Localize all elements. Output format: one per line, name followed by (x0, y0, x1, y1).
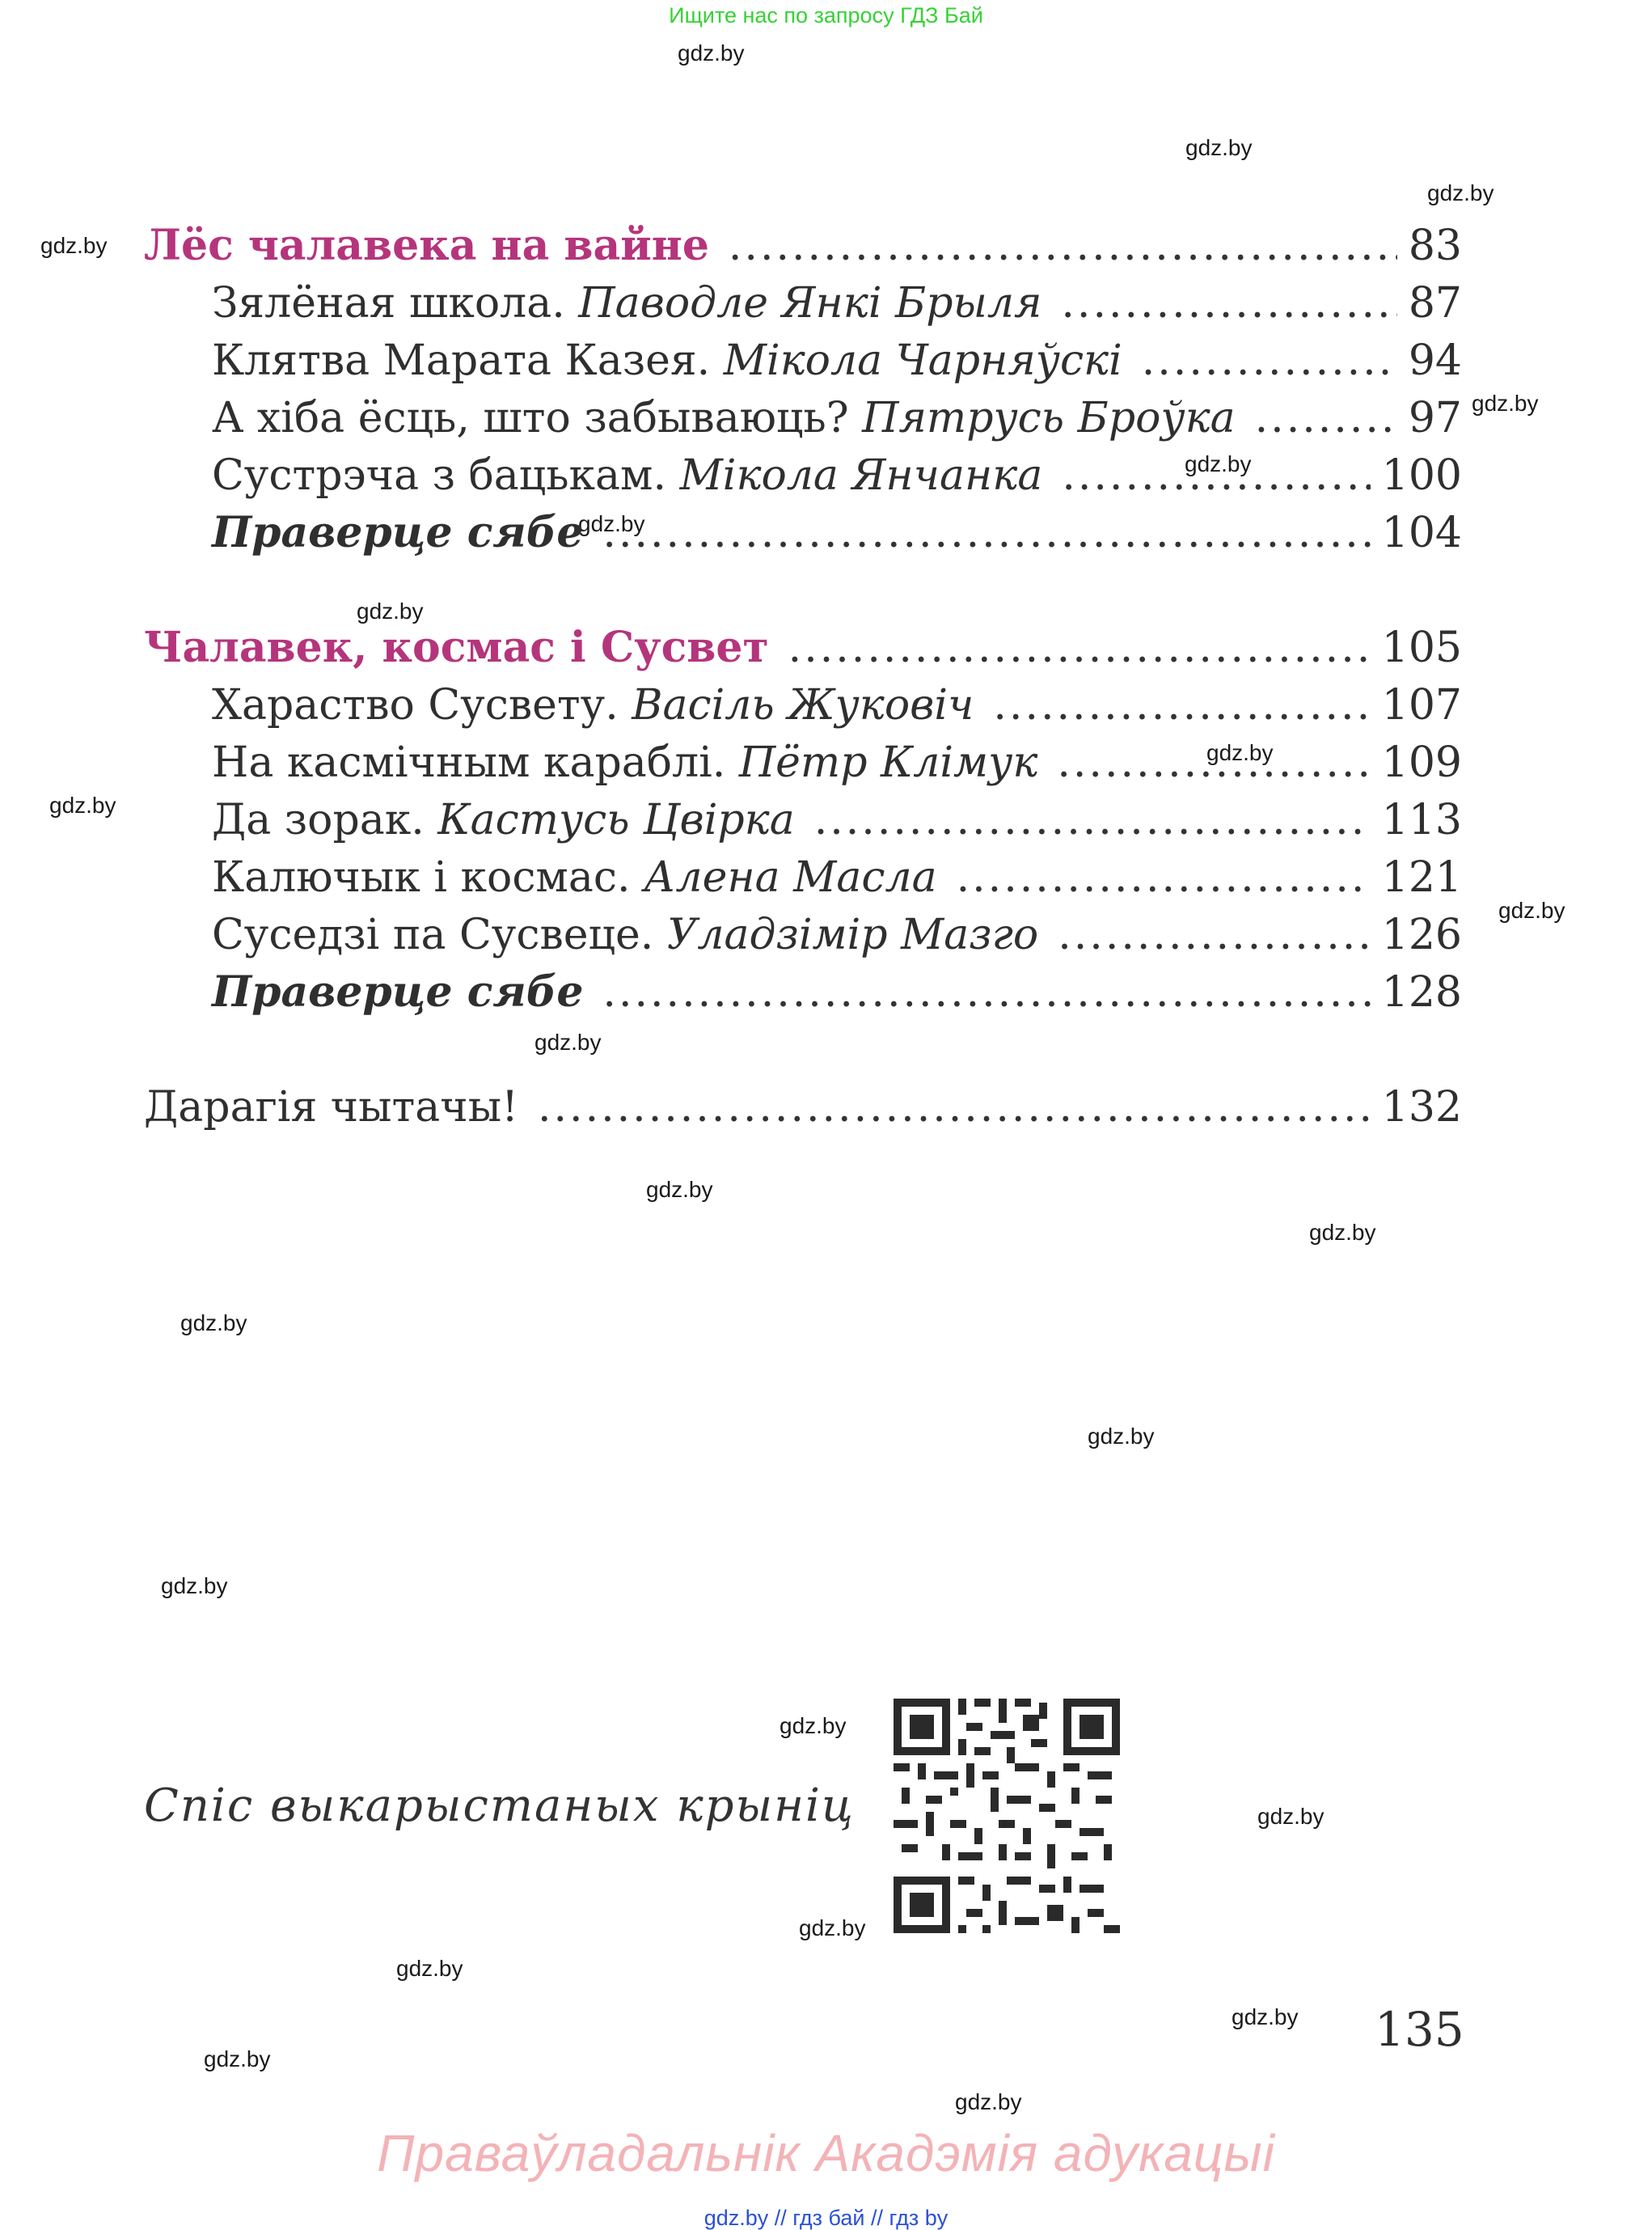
toc-self-check-title: Праверце сябе (212, 967, 584, 1017)
watermark: gdz.by (1257, 1804, 1325, 1829)
watermark: gdz.by (49, 793, 116, 818)
toc-page: 97 (1408, 394, 1462, 442)
toc-item-label (212, 735, 1037, 790)
toc-item-author: Пётр Клімук (738, 738, 1038, 787)
toc-item-title: Хараство Сусвету. (212, 681, 632, 730)
page-number: 135 (1375, 2002, 1464, 2057)
toc-item-title: Да зорак. (212, 796, 438, 844)
toc-section[interactable] (144, 620, 1462, 675)
watermark: gdz.by (40, 233, 108, 258)
toc-leader (1061, 276, 1396, 331)
toc-item-author: Мікола Янчанка (679, 451, 1043, 500)
toc-item-label (212, 391, 1236, 446)
toc-item-label (212, 908, 1038, 963)
toc-leader (1062, 448, 1370, 503)
toc-page: 126 (1381, 911, 1462, 959)
toc-leader (1255, 391, 1397, 446)
toc-item-title: Сустрэча з бацькам. (212, 451, 680, 500)
watermark: gdz.by (646, 1177, 713, 1202)
toc-leader (729, 218, 1397, 273)
watermark: gdz.by (1498, 898, 1565, 923)
footer-links[interactable]: gdz.by // гдз бай // гдз by (703, 2206, 949, 2230)
watermark: gdz.by (1472, 391, 1539, 416)
toc-leader (957, 850, 1371, 905)
watermark: gdz.by (780, 1713, 847, 1738)
toc-leader (1058, 908, 1370, 963)
toc-item-title: Дарагія чытачы! (144, 1083, 518, 1132)
toc-leader (1057, 735, 1370, 790)
toc-leader (538, 1080, 1371, 1135)
toc-item[interactable] (212, 735, 1462, 790)
watermark: gdz.by (534, 1030, 602, 1055)
sources-heading: Спіс выкарыстаных крыніц (144, 1779, 855, 1832)
toc-item-label (212, 276, 1041, 331)
toc-page: 113 (1381, 796, 1462, 844)
toc-section[interactable] (144, 218, 1462, 273)
toc-item-title: Зялёная школа. (212, 279, 579, 328)
watermark: gdz.by (1232, 2004, 1299, 2029)
watermark: gdz.by (678, 40, 745, 66)
toc-section-title: Чалавек, космас і Сусвет (144, 623, 769, 672)
toc-leader (602, 965, 1370, 1020)
watermark: gdz.by (1427, 180, 1494, 205)
watermark: gdz.by (799, 1915, 866, 1940)
toc-item-label (212, 793, 795, 848)
toc-item[interactable] (212, 850, 1462, 905)
watermark: gdz.by (1185, 135, 1253, 160)
watermark: gdz.by (161, 1573, 228, 1598)
toc-leader (814, 793, 1371, 848)
watermark: gdz.by (1185, 451, 1252, 476)
toc-item-author: Мікола Чарняўскі (723, 336, 1122, 385)
toc-item-label (212, 678, 974, 733)
toc-item-author: Алена Масла (644, 853, 937, 902)
toc-page: 128 (1381, 968, 1462, 1017)
toc-page: 104 (1381, 509, 1462, 557)
toc-page: 132 (1381, 1083, 1462, 1132)
toc-item-label (212, 850, 937, 905)
watermark: gdz.by (204, 2046, 271, 2071)
toc-item-label (212, 333, 1122, 388)
toc-item[interactable] (212, 391, 1462, 446)
watermark: gdz.by (396, 1956, 463, 1981)
toc-item[interactable] (212, 448, 1462, 503)
toc-item-title: На касмічным караблі. (212, 738, 739, 787)
toc-item-title: А хіба ёсць, што забываюць? (212, 394, 863, 442)
toc-item-author: Пятрусь Броўка (862, 394, 1236, 442)
watermark: gdz.by (357, 599, 424, 624)
search-hint: Ищите нас по запросу ГДЗ Бай (669, 3, 983, 28)
toc-item-title: Суседзі па Сусвеце. (212, 911, 667, 959)
toc-leader (1142, 333, 1397, 388)
toc-item[interactable] (212, 276, 1462, 331)
toc-leader (993, 678, 1370, 733)
toc-page: 94 (1408, 336, 1462, 385)
watermark: gdz.by (955, 2089, 1022, 2114)
toc-self-check-title: Праверце сябе (212, 508, 584, 557)
toc-self-check[interactable] (212, 506, 1462, 561)
toc-page: 100 (1381, 451, 1462, 500)
toc-item-author: Паводле Янкі Брыля (578, 279, 1042, 328)
toc-item-author: Кастусь Цвірка (437, 796, 795, 844)
toc-page: 105 (1381, 624, 1462, 672)
toc-page: 107 (1381, 681, 1462, 730)
watermark: gdz.by (1309, 1220, 1376, 1245)
toc-item-author: Уладзімір Мазго (666, 911, 1039, 959)
toc-item-readers[interactable] (144, 1080, 1462, 1135)
watermark: gdz.by (1088, 1424, 1155, 1449)
toc-item[interactable] (212, 333, 1462, 388)
toc-item-author: Васіль Жуковіч (632, 681, 974, 730)
toc-page: 87 (1408, 279, 1462, 328)
watermark: gdz.by (1206, 740, 1274, 765)
toc-item-title: Калючык і космас. (212, 853, 644, 902)
toc-page: 109 (1381, 738, 1462, 787)
toc-item[interactable] (212, 793, 1462, 848)
toc-leader (602, 506, 1370, 561)
toc-leader (788, 620, 1371, 675)
toc-item-title: Клятва Марата Казея. (212, 336, 724, 385)
watermark: gdz.by (578, 511, 645, 536)
copyright-notice: Праваўладальнік Акадэмія адукацыі (377, 2124, 1275, 2182)
toc-item[interactable] (212, 678, 1462, 733)
toc-page: 83 (1408, 222, 1462, 270)
toc-item-label (212, 448, 1042, 503)
toc-page: 121 (1381, 853, 1462, 902)
qr-code-icon[interactable] (877, 1682, 1136, 1949)
toc-self-check[interactable] (212, 965, 1462, 1020)
toc-item[interactable] (212, 908, 1462, 963)
watermark: gdz.by (180, 1310, 247, 1335)
toc-section-title: Лёс чалавека на вайне (144, 221, 709, 270)
